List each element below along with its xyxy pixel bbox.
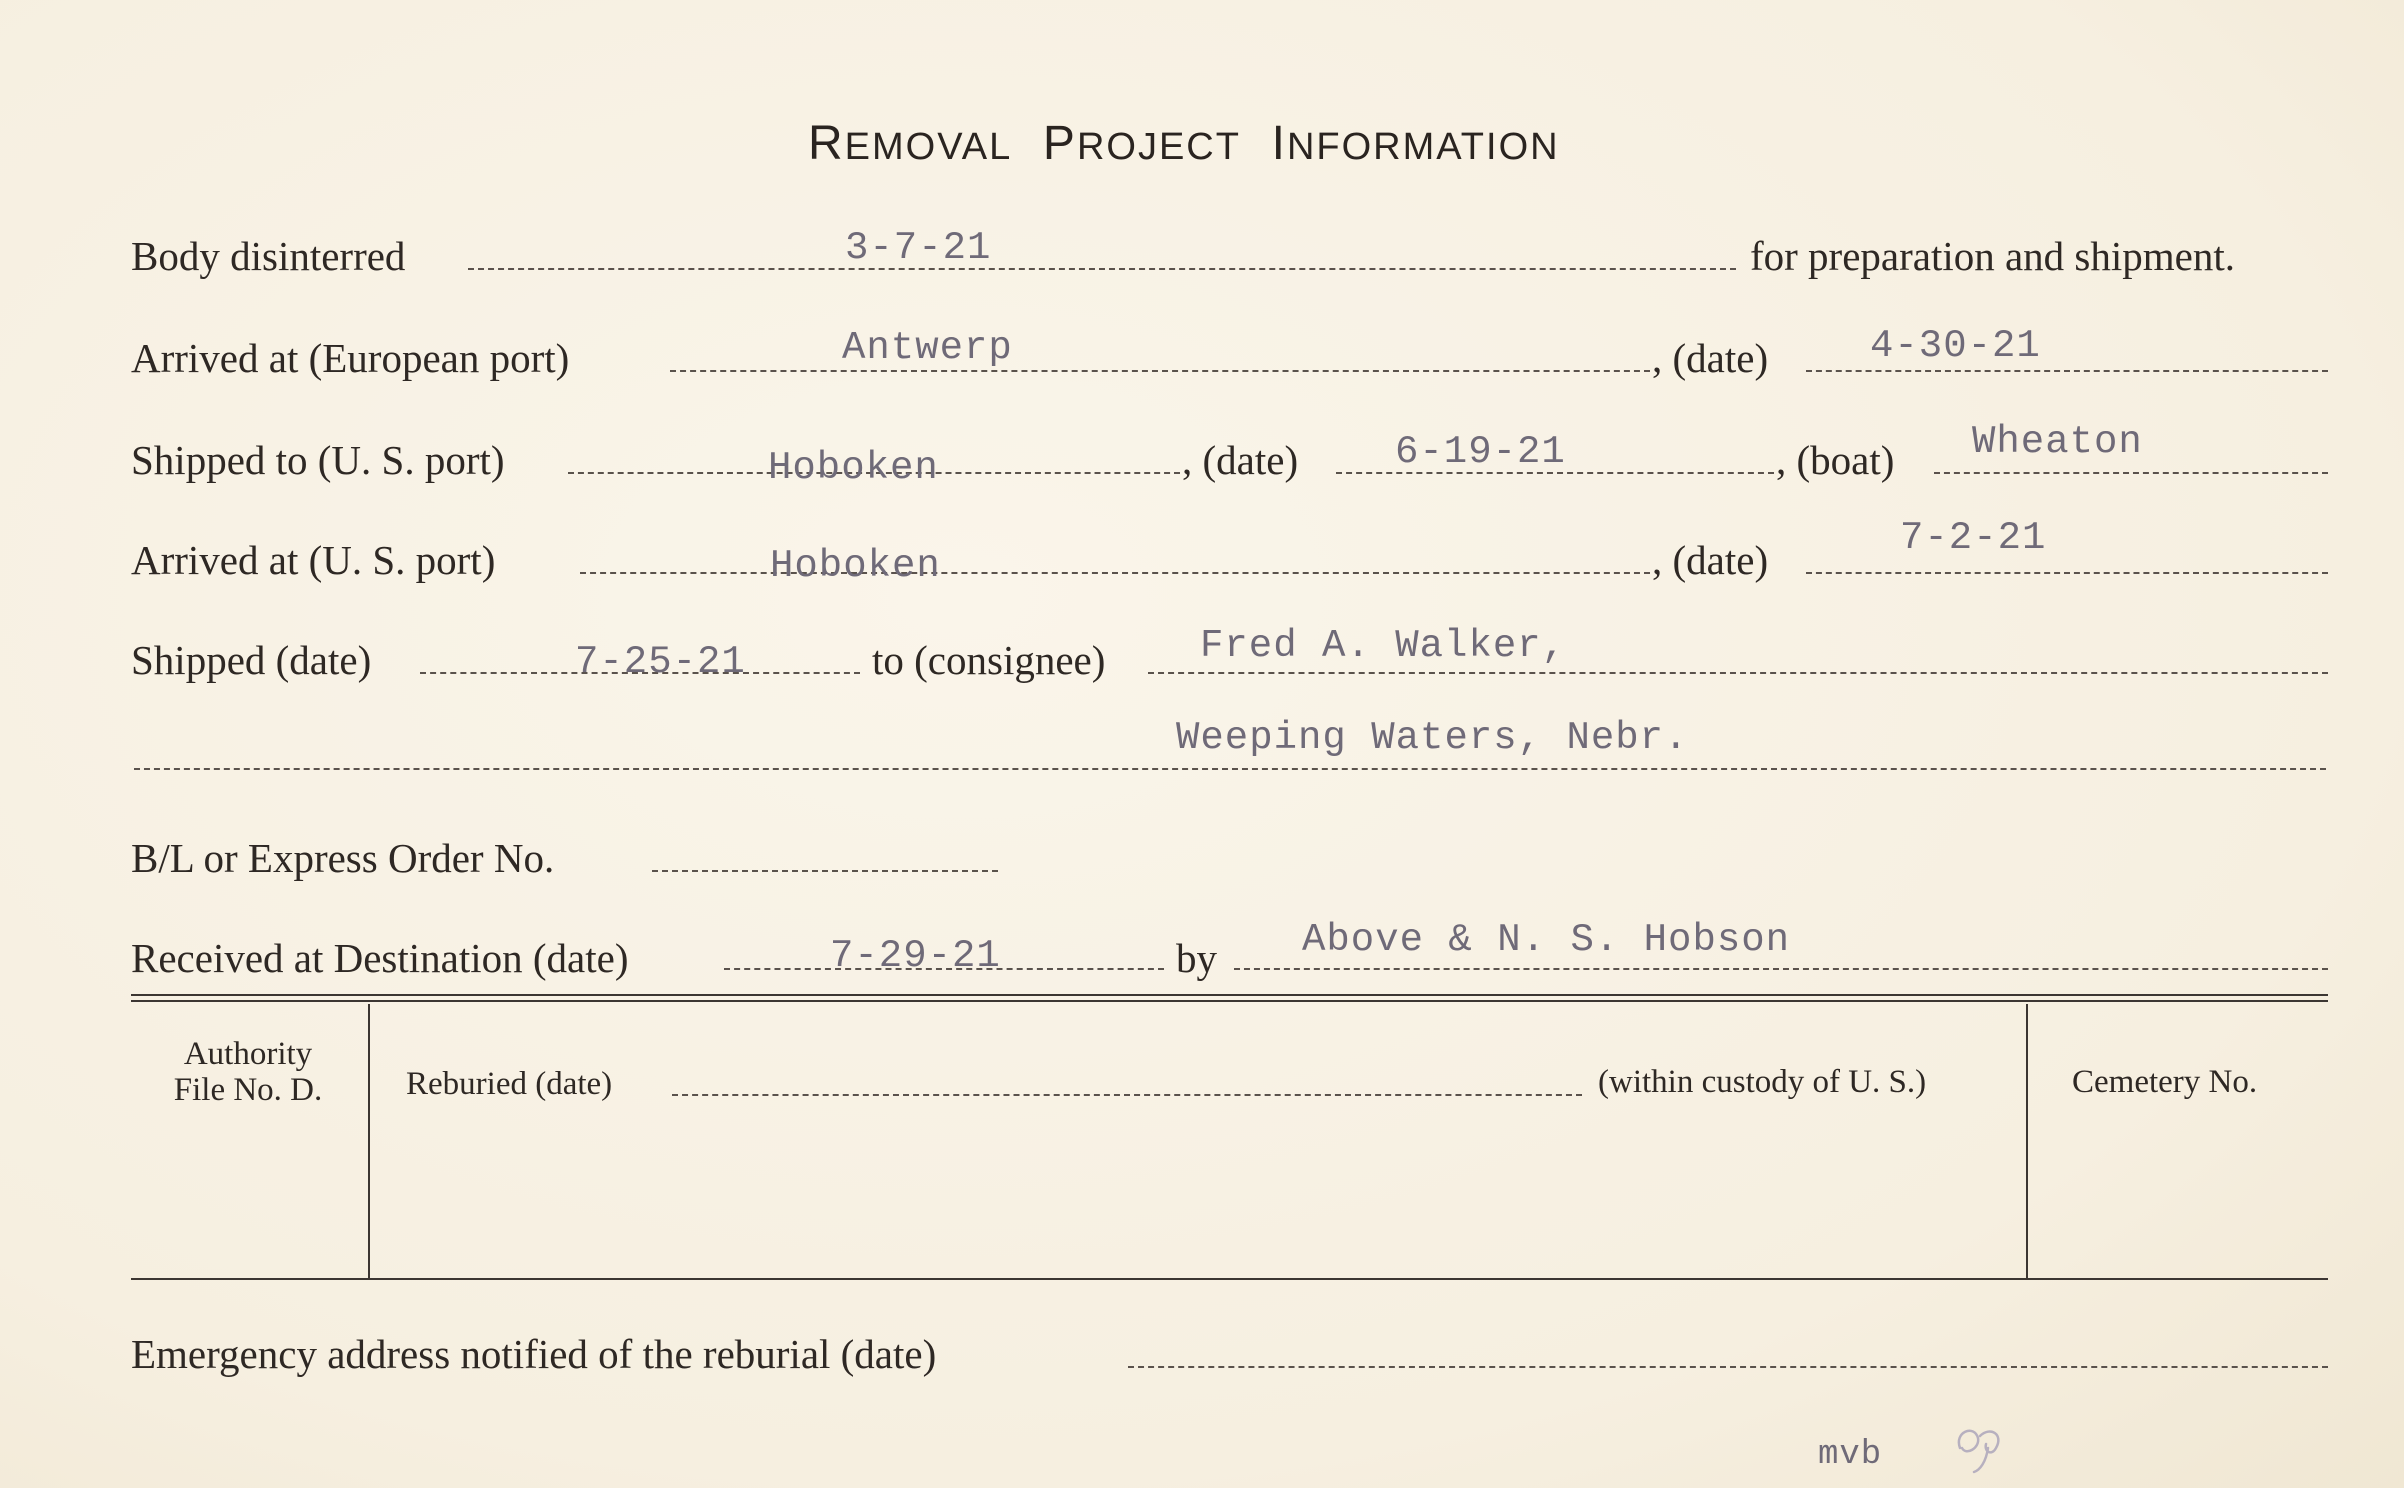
arrived-eu-line xyxy=(670,370,1650,372)
shipped-us-boat: Wheaton xyxy=(1972,420,2143,464)
shipped-us-date-label: , (date) xyxy=(1182,437,1299,483)
arrived-us-line xyxy=(580,572,1650,574)
reburied-label: Reburied (date) xyxy=(406,1066,613,1102)
consignee-address-line xyxy=(134,768,2326,770)
arrived-us-date: 7-2-21 xyxy=(1900,516,2047,560)
disinterred-line xyxy=(468,268,1736,270)
handwritten-mark-icon xyxy=(1950,1418,2010,1476)
arrived-us-date-label: , (date) xyxy=(1652,537,1769,583)
table-top-rule-2 xyxy=(131,1000,2328,1002)
consignee-name: Fred A. Walker, xyxy=(1200,624,1567,668)
arrived-us-port: Hoboken xyxy=(770,544,941,588)
arrived-eu-date-label: , (date) xyxy=(1652,335,1769,381)
disinterred-label: Body disinterred xyxy=(131,233,406,279)
shipped-us-label: Shipped to (U. S. port) xyxy=(131,437,505,483)
received-label: Received at Destination (date) xyxy=(131,935,629,981)
authority-label: Authority File No. D. xyxy=(173,1036,323,1108)
arrived-us-label: Arrived at (U. S. port) xyxy=(131,537,496,583)
received-by-line xyxy=(1234,968,2328,970)
arrived-us-date-line xyxy=(1806,572,2328,574)
received-date: 7-29-21 xyxy=(830,934,1001,978)
bl-line xyxy=(652,870,998,872)
received-by: Above & N. S. Hobson xyxy=(1302,918,1791,962)
cemetery-label: Cemetery No. xyxy=(2072,1064,2258,1100)
consignee-line xyxy=(1148,672,2328,674)
reburied-line xyxy=(672,1094,1582,1096)
custody-label: (within custody of U. S.) xyxy=(1598,1064,1927,1100)
shipped-us-port: Hoboken xyxy=(768,446,939,490)
table-top-rule xyxy=(131,994,2328,996)
disinterred-suffix: for preparation and shipment. xyxy=(1750,233,2236,279)
table-bottom-rule xyxy=(131,1278,2328,1280)
shipped-us-boat-line xyxy=(1934,472,2328,474)
shipped-us-boat-label: , (boat) xyxy=(1776,437,1895,483)
consignee-address: Weeping Waters, Nebr. xyxy=(1176,716,1689,760)
shipped-date: 7-25-21 xyxy=(575,640,746,684)
table-divider-left xyxy=(368,1004,370,1278)
arrived-eu-date: 4-30-21 xyxy=(1870,324,2041,368)
clerk-initials: mvb xyxy=(1818,1436,1883,1474)
shipped-label: Shipped (date) xyxy=(131,637,372,683)
emergency-line xyxy=(1128,1366,2328,1368)
emergency-label: Emergency address notified of the reburial (date) xyxy=(131,1331,937,1377)
arrived-eu-label: Arrived at (European port) xyxy=(131,335,570,381)
arrived-eu-port: Antwerp xyxy=(842,326,1013,370)
disinterred-value: 3-7-21 xyxy=(845,226,992,270)
bl-label: B/L or Express Order No. xyxy=(131,835,555,881)
consignee-label: to (consignee) xyxy=(872,637,1106,683)
shipped-us-date: 6-19-21 xyxy=(1395,430,1566,474)
table-divider-right xyxy=(2026,1004,2028,1278)
arrived-eu-date-line xyxy=(1806,370,2328,372)
form-title: REMOVAL PROJECT INFORMATION xyxy=(808,117,1560,170)
received-by-label: by xyxy=(1176,935,1217,981)
